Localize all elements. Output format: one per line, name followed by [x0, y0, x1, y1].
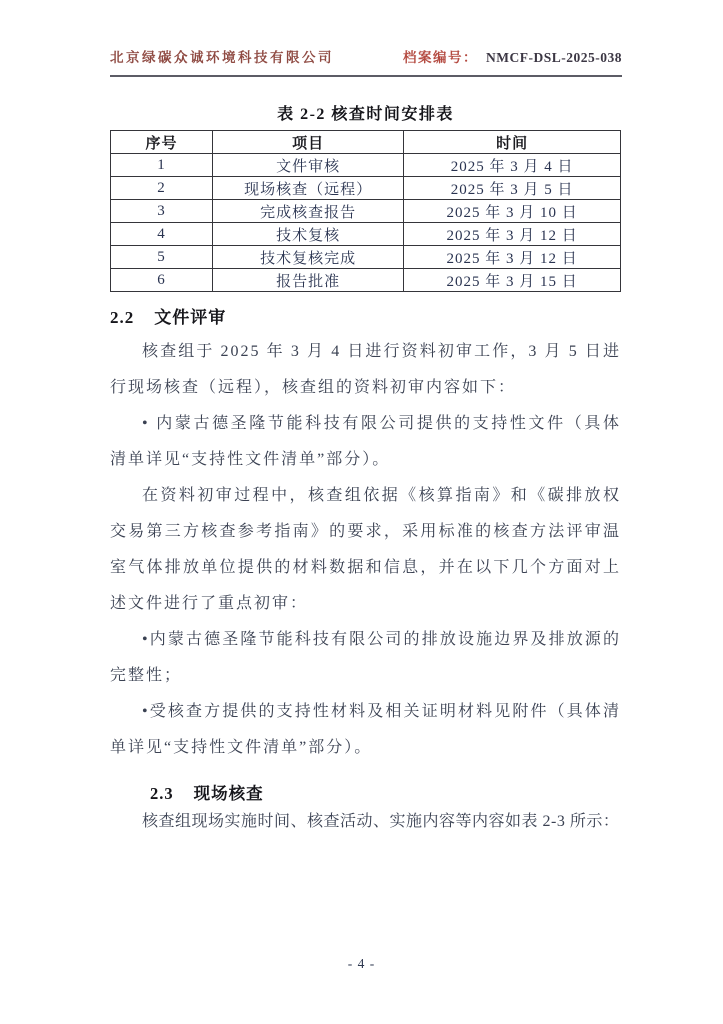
cell-item: 技术复核完成 [213, 246, 404, 269]
header-company-name: 北京绿碳众诚环境科技有限公司 [110, 50, 334, 65]
bullet-supporting-documents: • 内蒙古德圣隆节能科技有限公司提供的支持性文件（具体清单详见“支持性文件清单”部分）。 [110, 415, 621, 468]
table-row [111, 154, 621, 177]
cell-time: 2025 年 3 月 4 日 [404, 154, 621, 177]
document-body [110, 101, 621, 840]
cell-item: 现场核查（远程） [213, 177, 404, 200]
page-number: - 4 - [347, 956, 376, 971]
cell-index: 3 [111, 200, 213, 223]
cell-time: 2025 年 3 月 12 日 [404, 223, 621, 246]
verification-schedule-table [110, 130, 621, 292]
page-header [110, 46, 622, 77]
bullet-supporting-materials: •受核查方提供的支持性材料及相关证明材料见附件（具体清单详见“支持性文件清单”部分）。 [110, 703, 621, 756]
table-row [111, 223, 621, 246]
table-row [111, 269, 621, 292]
column-header-item: 项目 [213, 131, 404, 154]
cell-item: 技术复核 [213, 223, 404, 246]
paragraph-review-process: 在资料初审过程中，核查组依据《核算指南》和《碳排放权交易第三方核查参考指南》的要求，采用标准的核查方法评审温室气体排放单位提供的材料数据和信息，并在以下几个方面对上述文件进行了重点初审： [110, 487, 621, 612]
section-2-3-title: 现场核查 [193, 784, 264, 803]
cell-time: 2025 年 3 月 12 日 [404, 246, 621, 269]
section-2-2-title: 文件评审 [154, 308, 227, 327]
cell-index: 6 [111, 269, 213, 292]
file-number-value: NMCF-DSL-2025-038 [486, 50, 622, 65]
cell-item: 完成核查报告 [213, 200, 404, 223]
section-2-3-number: 2.3 [150, 784, 174, 803]
section-2-3-heading [150, 780, 621, 804]
section-2-2-heading [110, 303, 621, 328]
paragraph-initial-review: 核查组于 2025 年 3 月 4 日进行资料初审工作，3 月 5 日进行现场核查（远程），核查组的资料初审内容如下： [110, 343, 621, 396]
cell-index: 5 [111, 246, 213, 269]
column-header-time: 时间 [404, 131, 621, 154]
table-header-row [111, 131, 621, 154]
section-2-2-number: 2.2 [110, 308, 135, 327]
cell-index: 2 [111, 177, 213, 200]
file-number-label: 档案编号： [403, 50, 478, 65]
cell-index: 4 [111, 223, 213, 246]
table-row [111, 200, 621, 223]
cell-time: 2025 年 3 月 10 日 [404, 200, 621, 223]
cell-index: 1 [111, 154, 213, 177]
paragraph-onsite-verification: 核查组现场实施时间、核查活动、实施内容等内容如表 2-3 所示： [142, 813, 620, 830]
table-2-2-title: 表 2-2 核查时间安排表 [277, 106, 454, 123]
cell-item: 报告批准 [213, 269, 404, 292]
bullet-emission-boundary: •内蒙古德圣隆节能科技有限公司的排放设施边界及排放源的完整性； [110, 631, 621, 684]
table-row [111, 177, 621, 200]
cell-item: 文件审核 [213, 154, 404, 177]
column-header-index: 序号 [111, 131, 213, 154]
header-file-number [403, 46, 622, 66]
table-row [111, 246, 621, 269]
cell-time: 2025 年 3 月 5 日 [404, 177, 621, 200]
cell-time: 2025 年 3 月 15 日 [404, 269, 621, 292]
